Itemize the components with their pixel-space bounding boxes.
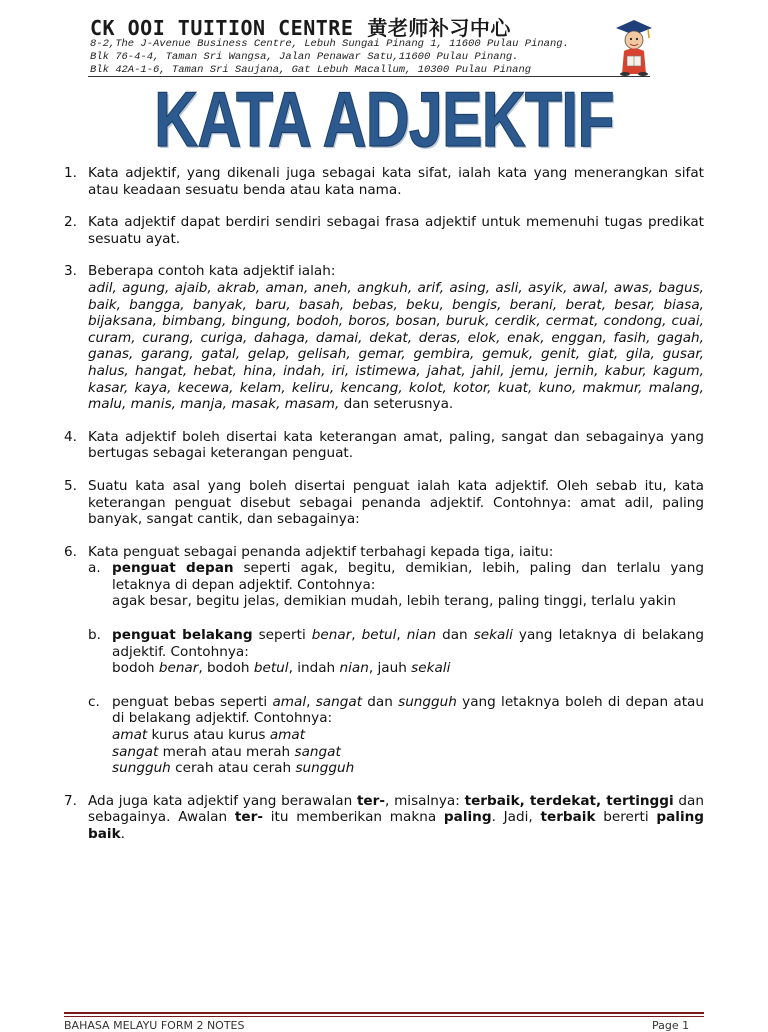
centre-name-chinese: 黄老师补习中心: [367, 16, 511, 40]
bold-word: ter-: [234, 809, 263, 826]
italic-word: sekali: [473, 627, 513, 644]
italic-word: sungguh: [295, 760, 355, 777]
list-item-3: [64, 263, 704, 412]
sub-item-description: seperti agak, begitu, demikian, lebih, paling dan terlalu yang letaknya di depan adjektif. Contohnya:: [112, 560, 704, 593]
text-fragment: , misalnya:: [385, 792, 465, 809]
text-fragment: .: [120, 826, 125, 842]
item-text: Kata adjektif boleh disertai kata keterangan amat, paling, sangat dan sebagainya yang bertugas sebagai keterangan penguat.: [88, 428, 704, 462]
list-item-4: [64, 429, 704, 462]
italic-word: nian: [406, 627, 437, 644]
text-fragment: dan: [362, 693, 399, 710]
example-row-2: [112, 744, 704, 761]
text-fragment: ,: [396, 627, 407, 644]
italic-word: amat: [269, 727, 306, 744]
item-number: 4.: [64, 428, 77, 445]
sub-item-c: [88, 694, 704, 777]
footer-divider: [64, 1012, 704, 1014]
item-text: Kata adjektif, yang dikenali juga sebagai kata sifat, ialah kata yang menerangkan sifat atau keadaan sesuatu benda atau kata nama.: [88, 165, 704, 198]
text-fragment: itu memberikan makna: [262, 809, 444, 826]
sub-item-b: [88, 627, 704, 677]
italic-word: sungguh: [398, 693, 457, 710]
example-row-1: [112, 727, 704, 744]
text-fragment: cerah atau cerah: [170, 760, 296, 777]
list-item-7: [64, 793, 704, 843]
sub-item-letter: c.: [88, 693, 100, 710]
centre-name-latin: CK OOI TUITION CENTRE: [90, 16, 354, 40]
text-fragment: ,: [306, 693, 316, 710]
item-number: 7.: [64, 792, 77, 809]
text-fragment: yang letaknya boleh di depan atau di belakang adjektif. Contohnya:: [112, 693, 704, 727]
italic-word: sangat: [294, 743, 341, 760]
term-penguat-depan: penguat depan: [112, 560, 234, 577]
item-intro: Beberapa contoh kata adjektif ialah:: [88, 263, 336, 280]
letterhead: [88, 12, 648, 78]
text-fragment: seperti: [252, 627, 312, 644]
sub-item-a: [88, 560, 704, 610]
footer-divider-thin: [64, 1016, 704, 1017]
text-fragment: bodoh: [112, 660, 159, 677]
italic-word: amat: [112, 727, 148, 744]
text-fragment: kurus atau kurus: [147, 727, 270, 744]
text-fragment: dan: [436, 627, 474, 644]
adjective-list-tail: dan seterusnya.: [339, 396, 454, 413]
page-title: KATA ADJEKTIF: [154, 75, 614, 163]
item-number: 2.: [64, 214, 77, 231]
item-number: 3.: [64, 263, 77, 280]
centre-name: [90, 12, 511, 41]
sub-item-letter: a.: [88, 560, 101, 577]
sub-item-example: [112, 660, 704, 677]
item-number: 1.: [64, 165, 77, 181]
notes-content: [64, 165, 704, 859]
text-fragment: yang letaknya di belakang adjektif. Contohnya:: [112, 627, 705, 660]
bold-word: terbaik: [540, 809, 596, 826]
text-fragment: . Jadi,: [491, 809, 541, 826]
footer-page-number: Page 1: [652, 1019, 690, 1032]
list-item-1: [64, 165, 704, 198]
text-fragment: ,: [351, 627, 362, 644]
graduate-mascot-icon: [608, 18, 656, 76]
text-fragment: , indah: [288, 660, 340, 677]
address-line-1: 8-2,The J-Avenue Business Centre, Lebuh Sungai Pinang 1, 11600 Pulau Pinang.: [90, 38, 569, 50]
bold-word: terbaik, terdekat, tertinggi: [464, 792, 674, 809]
sub-item-example: agak besar, begitu jelas, demikian mudah, lebih terang, paling tinggi, terlalu yakin: [112, 593, 676, 610]
italic-word: benar: [158, 660, 199, 677]
item-text: Suatu kata asal yang boleh disertai penguat ialah kata adjektif. Oleh sebab itu, kata keterangan penguat disebut sebagai penanda adjektif. Contohnya: amat adil, paling banyak, sangat cantik, dan sebagainya:: [88, 477, 704, 528]
text-fragment: bererti: [595, 809, 657, 826]
italic-word: sangat: [315, 693, 363, 710]
bold-word: paling baik: [88, 809, 705, 842]
bold-word: paling: [443, 809, 492, 826]
italic-word: amal: [272, 693, 307, 710]
text-fragment: , jauh: [368, 660, 412, 677]
list-item-6: [64, 544, 704, 777]
bold-word: ter-: [356, 792, 386, 809]
adjective-examples: [88, 280, 704, 413]
italic-word: sekali: [411, 660, 451, 677]
text-fragment: merah atau merah: [158, 743, 295, 760]
italic-word: benar: [311, 627, 352, 644]
italic-word: sungguh: [112, 760, 171, 777]
italic-word: betul: [253, 660, 289, 677]
address-line-3: Blk 42A-1-6, Taman Sri Saujana, Gat Lebuh Macallum, 10300 Pulau Pinang: [90, 64, 532, 76]
term-penguat-belakang: penguat belakang: [112, 627, 253, 644]
italic-word: nian: [339, 660, 369, 677]
text-fragment: dan sebagainya. Awalan: [88, 792, 704, 826]
adjective-word-list: adil, agung, ajaib, akrab, aman, aneh, angkuh, arif, asing, asli, asyik, awal, awas, bagus, baik, bangga, banyak, baru, basah, bebas, beku, bengis, berani, berat, besar, biasa, bijaksana, bimbang, bingung, bodoh, boros, bosan, buruk, cerdik, cermat, condong, cuai, curam, curang, curiga, dahaga, damai, dekat, deras, elok, enak, enggan, fasih, gagah, ganas, garang, gatal, gelap, gelisah, gemar, gembira, gemuk, genit, giat, gila, gusar, halus, hangat, hebat, hina, indah, iri, istimewa, jahat, jahil, jemu, jernih, kabur, kagum, kasar, kaya, kecewa, kelam, keliru, kencang, kolot, kotor, kuat, kuno, makmur, malang, malu, manis, manja, masak, masam,: [88, 279, 704, 413]
text-fragment: Ada juga kata adjektif yang berawalan: [88, 792, 357, 809]
text-fragment: , bodoh: [198, 660, 254, 677]
sub-item-letter: b.: [88, 627, 101, 644]
item-text: Kata adjektif dapat berdiri sendiri sebagai frasa adjektif untuk memenuhi tugas predikat sesuatu ayat.: [88, 214, 704, 247]
list-item-2: [64, 214, 704, 247]
footer-subject: BAHASA MELAYU FORM 2 NOTES: [64, 1019, 245, 1032]
item-number: 6.: [64, 543, 77, 560]
list-item-5: [64, 478, 704, 528]
address-line-2: Blk 76-4-4, Taman Sri Wangsa, Jalan Penawar Satu,11600 Pulau Pinang.: [90, 51, 519, 63]
item-intro: Kata penguat sebagai penanda adjektif terbahagi kepada tiga, iaitu:: [88, 543, 554, 560]
text-fragment: penguat bebas seperti: [112, 693, 273, 710]
italic-word: betul: [361, 627, 397, 644]
example-row-3: [112, 760, 704, 777]
item-number: 5.: [64, 477, 77, 494]
italic-word: sangat: [112, 743, 159, 760]
